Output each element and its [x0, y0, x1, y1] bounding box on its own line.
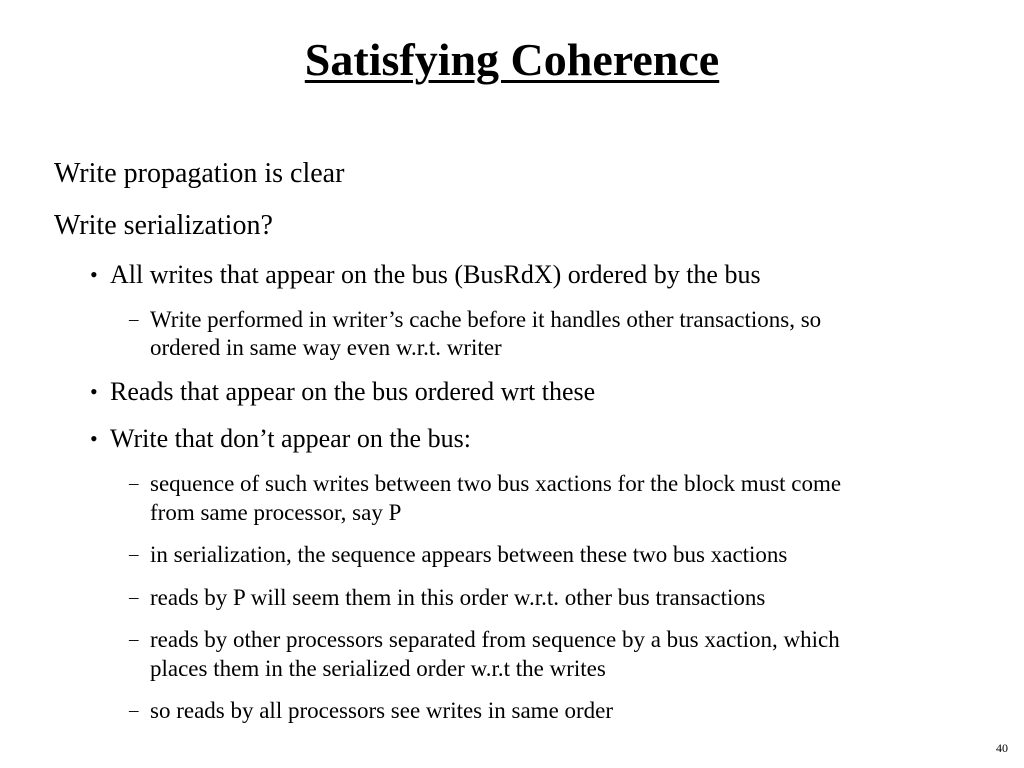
detail-other-processors-line2: places them in the serialized order w.r.t the writes — [150, 656, 606, 681]
dash-marker: – — [129, 544, 139, 565]
page-number: 40 — [996, 741, 1008, 755]
detail-other-processors-line1: reads by other processors separated from sequence by a bus xaction, which — [150, 627, 840, 652]
detail-serialization: in serialization, the sequence appears between these two bus xactions — [150, 542, 788, 567]
dash-marker: – — [129, 700, 139, 721]
bullet-marker: • — [90, 379, 98, 404]
subpoint-writes-not-on-bus: Write that don’t appear on the bus: — [110, 424, 471, 453]
bullet-marker: • — [90, 262, 98, 287]
subpoint-bus-writes-ordered: All writes that appear on the bus (BusRdX) ordered by the bus — [110, 260, 761, 289]
detail-sequence-line1: sequence of such writes between two bus xactions for the block must come — [150, 471, 842, 496]
detail-same-order: so reads by all processors see writes in same order — [150, 698, 614, 723]
detail-sequence-line2: from same processor, say P — [150, 500, 402, 525]
point-write-serialization: Write serialization? — [54, 210, 273, 241]
slide-title: Satisfying Coherence — [304, 34, 720, 85]
detail-writer-cache-line2: ordered in same way even w.r.t. writer — [150, 335, 502, 360]
dash-marker: – — [129, 629, 139, 650]
dash-marker: – — [129, 473, 139, 494]
detail-writer-cache-line1: Write performed in writer’s cache before it handles other transactions, so — [150, 307, 822, 332]
subpoint-reads-ordered: Reads that appear on the bus ordered wrt these — [110, 377, 596, 406]
bullet-marker: • — [90, 426, 98, 451]
point-write-propagation: Write propagation is clear — [54, 158, 345, 189]
dash-marker: – — [129, 309, 139, 330]
dash-marker: – — [129, 587, 139, 608]
detail-reads-by-p: reads by P will seem them in this order w.r.t. other bus transactions — [150, 585, 766, 610]
